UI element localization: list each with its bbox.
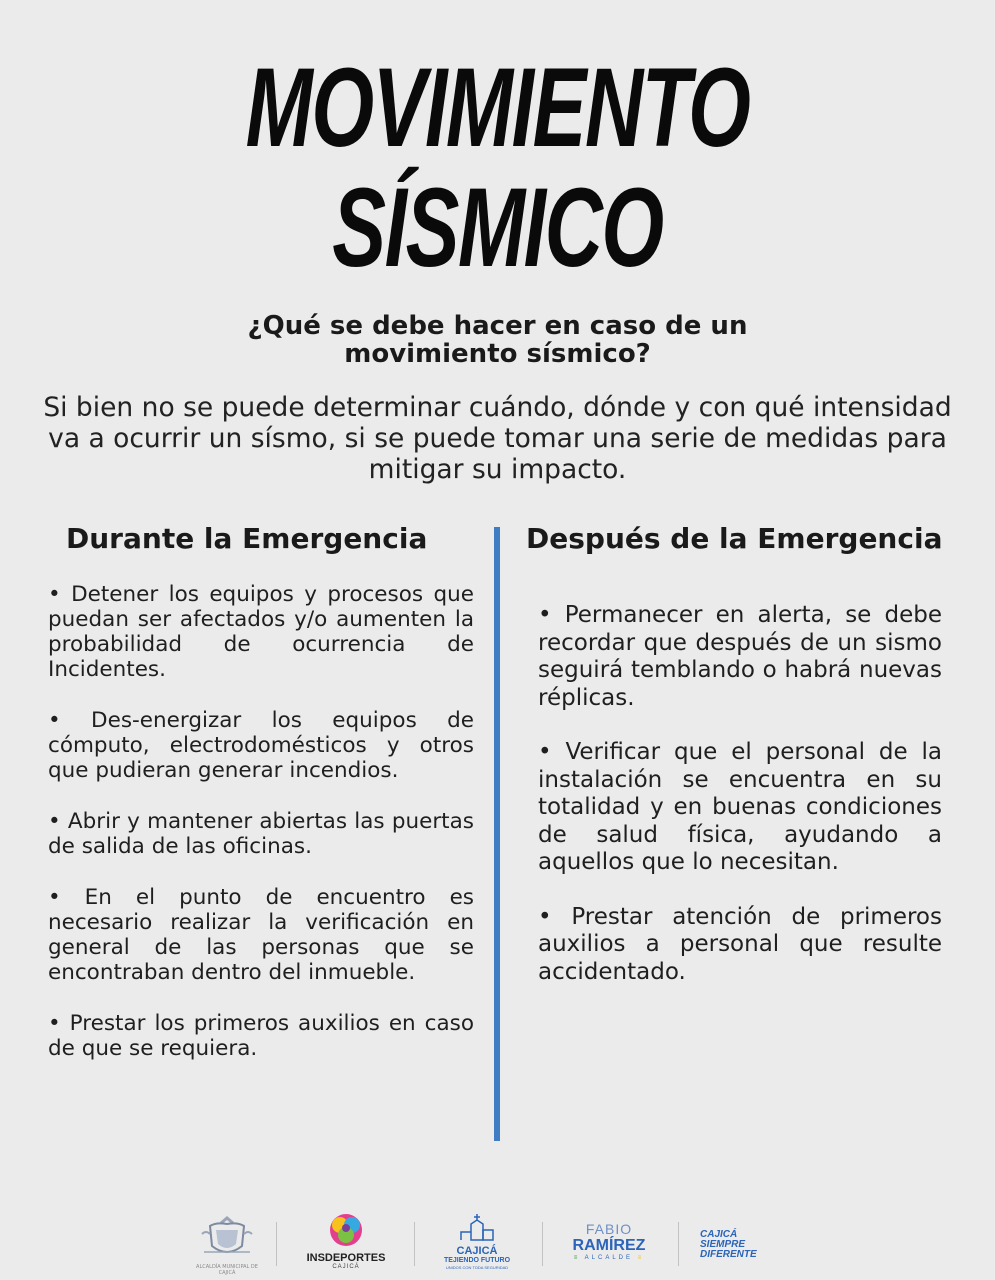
cajica-sublabel: UNIDOS CON TODA SEGURIDAD	[445, 1265, 509, 1270]
intro-paragraph: Si bien no se puede determinar cuándo, dónde y con qué intensidad va a ocurrir un sísmo, si se puede tomar una serie de medidas para mitigar su impacto.	[43, 392, 952, 485]
insdeportes-sublabel: CAJICÁ	[332, 1264, 360, 1270]
cajica-siempre-diferente-logo	[700, 1230, 810, 1260]
list-item: • Des-energizar los equipos de cómputo, electrodomésticos y otros que pudieran generar incendios.	[48, 708, 474, 783]
column-divider	[494, 527, 500, 1141]
cajica-tagline: TEJIENDO FUTURO	[443, 1257, 511, 1264]
footer-separator	[414, 1222, 415, 1266]
after-heading: Después de la Emergencia	[526, 522, 943, 555]
list-item: • Detener los equipos y procesos que puedan ser afectados y/o aumenten la probabilidad de ocurrencia de Incidentes.	[48, 582, 474, 682]
insdeportes-emblem-icon	[326, 1212, 366, 1248]
fabio-ramirez-logo	[560, 1222, 658, 1263]
question-line-1: ¿Qué se debe hacer en caso de un	[247, 311, 748, 341]
fabio-role: ≡ ALCALDE ≡	[573, 1255, 645, 1261]
insdeportes-label: INSDEPORTES	[306, 1252, 386, 1264]
church-icon	[457, 1212, 497, 1242]
cajica-tejiendo-futuro-logo	[432, 1212, 522, 1270]
list-item: • Verificar que el personal de la instalación se encuentra en su totalidad y en buenas condiciones de salud física, ayudando a aquellos que lo necesitan.	[538, 739, 942, 875]
cajica-label: CAJICÁ	[456, 1245, 498, 1257]
insdeportes-logo	[300, 1212, 392, 1270]
fabio-last-name: RAMÍREZ	[572, 1237, 646, 1254]
footer-logos	[0, 1212, 995, 1280]
list-item: • Permanecer en alerta, se debe recordar que después de un sismo seguirá temblando o habrá nuevas réplicas.	[538, 602, 942, 711]
fabio-role-label: ALCALDE	[584, 1255, 634, 1261]
list-item: • Prestar atención de primeros auxilios a personal que resulte accidentado.	[538, 903, 942, 985]
question-heading	[0, 312, 995, 368]
list-item: • En el punto de encuentro es necesario realizar la verificación en general de las personas que se encontraban dentro del inmueble.	[48, 885, 474, 985]
slogan-line-2: SIEMPRE	[700, 1239, 746, 1250]
coat-of-arms-icon	[196, 1212, 258, 1260]
slogan-line-1: CAJICÁ	[700, 1229, 738, 1240]
after-list	[538, 602, 942, 1013]
during-heading: Durante la Emergencia	[66, 522, 428, 555]
footer-separator	[678, 1222, 679, 1266]
fabio-first-name: FABIO	[585, 1221, 633, 1237]
seal-caption: ALCALDÍA MUNICIPAL DE CAJICÁ	[196, 1264, 258, 1276]
title-line-2: SÍSMICO	[332, 165, 663, 290]
question-line-2: movimiento sísmico?	[344, 339, 651, 369]
list-item: • Abrir y mantener abiertas las puertas de salida de las oficinas.	[48, 809, 474, 859]
title-line-1: MOVIMIENTO	[245, 45, 750, 170]
municipal-seal-logo	[196, 1212, 258, 1276]
footer-separator	[276, 1222, 277, 1266]
list-item: • Prestar los primeros auxilios en caso de que se requiera.	[48, 1011, 474, 1061]
slogan-line-3: DIFERENTE	[700, 1249, 757, 1260]
during-list	[48, 582, 474, 1087]
footer-separator	[542, 1222, 543, 1266]
